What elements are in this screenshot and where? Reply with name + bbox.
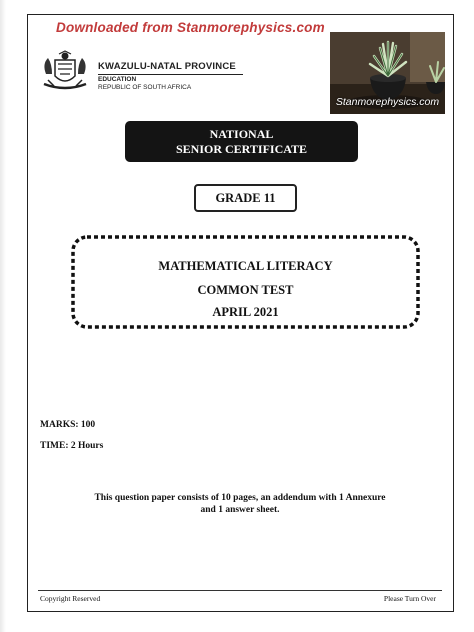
province-header (98, 61, 248, 91)
paper-info (70, 492, 410, 516)
footer-divider (38, 590, 442, 591)
copyright-notice: Copyright Reserved (40, 594, 101, 603)
grade-label: GRADE 11 (194, 184, 297, 212)
department-name: EDUCATION (98, 76, 137, 83)
marks-label: MARKS: 100 (40, 420, 96, 430)
country-name: REPUBLIC OF SOUTH AFRICA (98, 83, 192, 91)
certificate-banner (125, 121, 358, 162)
scan-shadow-edge (0, 0, 6, 632)
province-name: KWAZULU-NATAL PROVINCE (98, 61, 236, 72)
header-divider (98, 74, 243, 75)
certificate-line-2: SENIOR CERTIFICATE (175, 142, 308, 156)
promo-caption: Stanmorephysics.com (335, 96, 440, 108)
subject-box (70, 234, 421, 330)
download-banner[interactable]: Downloaded from Stanmorephysics.com (56, 20, 325, 35)
test-name: COMMON TEST (197, 283, 294, 297)
promo-image[interactable] (330, 32, 445, 114)
test-date: APRIL 2021 (212, 305, 279, 319)
kzn-coat-of-arms-icon (38, 50, 92, 94)
turn-over-notice: Please Turn Over (383, 594, 436, 603)
paper-info-line-1: This question paper consists of 10 pages, an addendum with 1 Annexure (94, 493, 386, 503)
subject-title: MATHEMATICAL LITERACY (158, 259, 333, 273)
paper-info-line-2: and 1 answer sheet. (200, 505, 280, 515)
certificate-line-1: NATIONAL (209, 127, 274, 141)
time-label: TIME: 2 Hours (40, 441, 104, 451)
